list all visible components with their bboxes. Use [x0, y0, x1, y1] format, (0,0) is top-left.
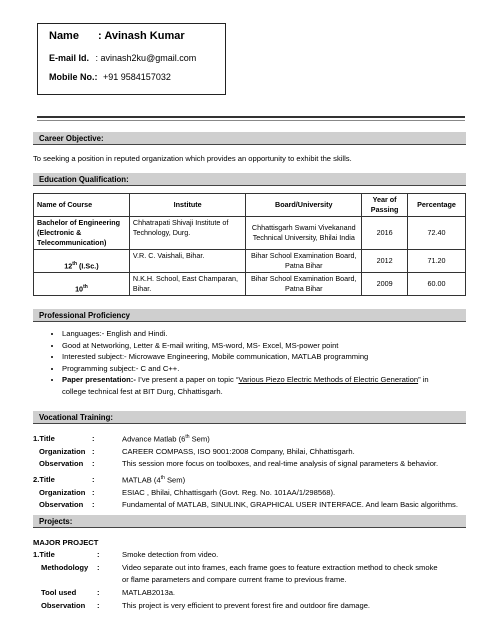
methodology-line2: or flame parameters and compare current frame to previous frame.: [122, 575, 347, 584]
proficiency-list: [48, 328, 472, 397]
tool-label: Tool used: [41, 588, 77, 597]
email-value: : avinash2ku@gmail.com: [95, 53, 197, 63]
mobile-label: Mobile No.:: [49, 72, 98, 82]
vocational-heading: Vocational Training:: [33, 411, 466, 424]
table-row: [34, 217, 466, 250]
observation-label: Observation: [41, 601, 86, 610]
training2-title-text: MATLAB (4: [122, 475, 161, 485]
course-cell: Bachelor of Engineering (Electronic & Telecommunication): [34, 217, 130, 250]
colon: :: [92, 488, 95, 497]
colon: :: [92, 434, 95, 443]
training1-obs: This session more focus on toolboxes, and real-time analysis of signal parameters & behavior.: [122, 459, 439, 468]
proficiency-heading: Professional Proficiency: [33, 309, 466, 322]
table-row: [34, 273, 466, 296]
col-header: Board/University: [246, 194, 362, 217]
col-header: Year of Passing: [362, 194, 408, 217]
course-cell: [34, 250, 130, 273]
observation-value: This project is very efficient to prevent forest fire and outdoor fire damage.: [122, 601, 371, 610]
divider: [37, 116, 465, 118]
percentage-cell: 72.40: [408, 217, 466, 250]
colon: :: [92, 459, 95, 468]
training1-org: CAREER COMPASS, ISO 9001:2008 Company, Bhilai, Chhattisgarh.: [122, 447, 355, 456]
course-number: 10: [75, 284, 84, 293]
tool-value: MATLAB2013a.: [122, 588, 176, 597]
course-cell: [34, 273, 130, 296]
percentage-cell: 71.20: [408, 250, 466, 273]
training1-org-label: Organization: [39, 447, 86, 456]
training1-title-text: Advance Matlab (6: [122, 434, 186, 444]
course-number: 12: [64, 261, 73, 270]
list-item: • Interested subject:- Microwave Engineering, Mobile communication, MATLAB programming: [62, 351, 472, 363]
major-project-label: MAJOR PROJECT: [33, 538, 99, 547]
email-label: E-mail Id.: [49, 53, 90, 63]
percentage-cell: 60.00: [408, 273, 466, 296]
colon: :: [97, 563, 100, 572]
paper-post: ” in: [418, 375, 429, 384]
training2-obs-label: Observation: [39, 500, 84, 509]
education-heading: Education Qualification:: [33, 173, 466, 186]
training2-org-label: Organization: [39, 488, 86, 497]
list-item: • Languages:- English and Hindi.: [62, 328, 472, 340]
training1-title: [122, 434, 210, 444]
methodology-line1: Video separate out into frames, each frame goes to feature extraction method to check smoke: [122, 563, 438, 572]
table-header-row: [34, 194, 466, 217]
name-value: : Avinash Kumar: [98, 30, 185, 42]
mobile-value: +91 9584157032: [103, 72, 171, 82]
board-cell: Bihar School Examination Board, Patna Bihar: [246, 250, 362, 273]
course-suffix: (I.Sc.): [77, 261, 99, 270]
colon: :: [97, 601, 100, 610]
training1-sup: th: [185, 434, 190, 440]
board-cell: Bihar School Examination Board, Patna Bihar: [246, 273, 362, 296]
paper-label: Paper presentation:-: [62, 375, 136, 384]
paper-pre: I’ve present a paper on topic “: [135, 375, 239, 384]
board-cell: Chhattisgarh Swami Vivekanand Technical University, Bhilai India: [246, 217, 362, 250]
paper-line2: college technical fest at BIT Durg, Chhattisgarh.: [62, 386, 223, 396]
col-header: Percentage: [408, 194, 466, 217]
training1-obs-label: Observation: [39, 459, 84, 468]
list-item: [62, 374, 472, 397]
training1-title-label: 1.Title: [33, 434, 55, 443]
name-row: [49, 30, 185, 42]
education-table: [33, 193, 466, 296]
training2-title-suffix: Sem): [164, 475, 186, 485]
year-cell: 2009: [362, 273, 408, 296]
colon: :: [97, 550, 100, 559]
paper-title: Various Piezo Electric Methods of Electric Generation: [238, 375, 419, 384]
training2-title-label: 2.Title: [33, 475, 55, 484]
course-sup: th: [72, 260, 78, 267]
institute-cell: V.R. C. Vaishali, Bihar.: [129, 250, 246, 273]
project-title-label: 1.Title: [33, 550, 55, 559]
training2-obs: Fundamental of MATLAB, SINULINK, GRAPHICAL USER INTERFACE. And learn Basic algorithms.: [122, 500, 458, 509]
methodology-label: Methodology: [41, 563, 89, 572]
col-header: Name of Course: [34, 194, 130, 217]
training2-sup: th: [160, 475, 165, 481]
col-header: Institute: [129, 194, 246, 217]
training2-title: [122, 475, 185, 485]
course-sup: th: [83, 283, 88, 290]
year-cell: 2016: [362, 217, 408, 250]
institute-cell: N.K.H. School, East Champaran, Bihar.: [129, 273, 246, 296]
email-row: [49, 53, 196, 63]
list-item: • Programming subject:- C and C++.: [62, 363, 472, 375]
divider: [37, 120, 465, 121]
career-text: To seeking a position in reputed organization which provides an opportunity to exhibit the skills.: [33, 154, 352, 163]
table-row: [34, 250, 466, 273]
project-title: Smoke detection from video.: [122, 550, 219, 559]
name-label: Name: [49, 30, 79, 42]
projects-heading: Projects:: [33, 515, 466, 528]
training2-org: ESIAC , Bhilai, Chhattisgarh (Govt. Reg. No. 101AA/1/298568).: [122, 488, 336, 497]
colon: :: [92, 447, 95, 456]
colon: :: [92, 475, 95, 484]
institute-cell: Chhatrapati Shivaji Institute of Technology, Durg.: [129, 217, 246, 250]
year-cell: 2012: [362, 250, 408, 273]
colon: :: [92, 500, 95, 509]
colon: :: [97, 588, 100, 597]
list-item: • Good at Networking, Letter & E-mail writing, MS-word, MS- Excel, MS-power point: [62, 340, 472, 352]
career-heading: Career Objective:: [33, 132, 466, 145]
training1-title-suffix: Sem): [189, 434, 210, 444]
mobile-row: [49, 72, 171, 82]
